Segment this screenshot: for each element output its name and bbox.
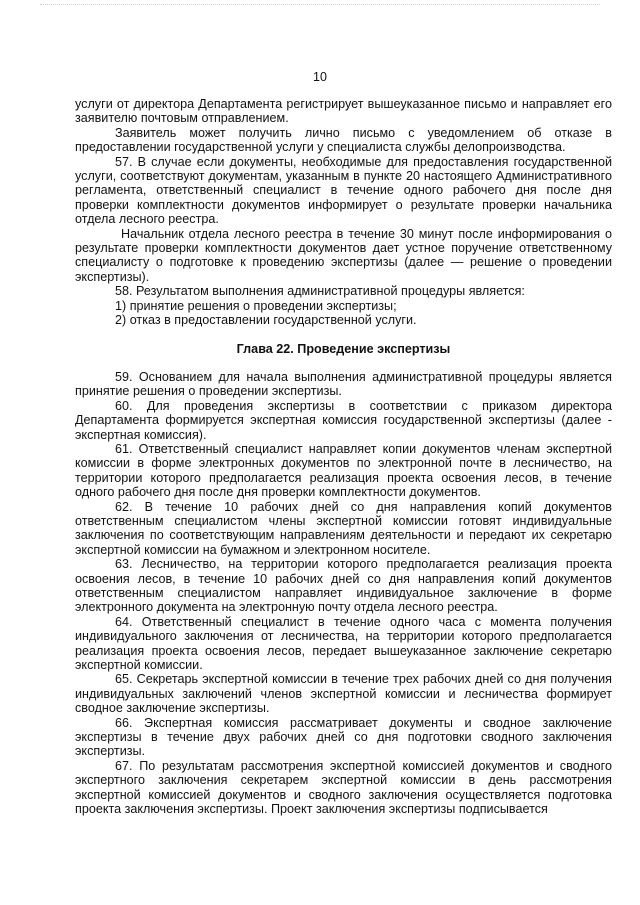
paragraph-62: 62. В течение 10 рабочих дней со дня направления копий документов ответственным специалистом члены экспертной комиссии готовят индивидуальные заключения по соответствующим направлениям деятельности и передают их секретарю экспертной комиссии на бумажном и электронном носителе.	[75, 499, 612, 557]
paragraph-58: 58. Результатом выполнения административной процедуры является:	[115, 284, 525, 299]
paragraph-57: 57. В случае если документы, необходимые для предоставления государственной услуги, соответствуют документам, указанным в пункте 20 настоящего Административного регламента, ответственный специалист в течение одного рабочего дня после дня проверки комплектности документов информирует о результате проверки начальника отдела лесного реестра.	[75, 154, 612, 227]
document-body	[75, 97, 612, 817]
list-item-2: 2) отказ в предоставлении государственной услуги.	[115, 313, 417, 328]
list-item-1: 1) принятие решения о проведении экспертизы;	[115, 298, 397, 313]
paragraph-applicant-letter: Заявитель может получить лично письмо с уведомлением об отказе в предоставлении государственной услуги у специалиста службы делопроизводства.	[75, 125, 612, 155]
paragraph-67: 67. По результатам рассмотрения экспертной комиссией документов и сводного экспертного заключения секретарем экспертной комиссии в день рассмотрения экспертной комиссией документов и сводного заключения осуществляется подготовка проекта заключения экспертизы. Проект заключения экспертизы подписывается	[75, 758, 612, 817]
scan-artifact-line	[40, 4, 600, 7]
paragraph-61: 61. Ответственный специалист направляет копии документов членам экспертной комиссии в форме электронных документов по электронной почте в лесничество, на территории которого предполагается реализация проекта освоения лесов, в течение одного рабочего дня после дня проверки комплектности документов.	[75, 441, 612, 500]
paragraph-64: 64. Ответственный специалист в течение одного часа с момента получения индивидуального заключения от лесничества, на территории которого предполагается реализация проекта освоения лесов, передает вышеуказанное заключение секретарю экспертной комиссии.	[75, 614, 612, 673]
page-number: 10	[313, 70, 327, 84]
paragraph-63: 63. Лесничество, на территории которого предполагается реализация проекта освоения лесов, в течение 10 рабочих дней со дня направления копий документов ответственным специалистом направляет индивидуальное заключение в форме электронного документа на электронную почту отдела лесного реестра.	[75, 557, 612, 615]
paragraph-59: 59. Основанием для начала выполнения административной процедуры является принятие решения о проведении экспертизы.	[75, 369, 612, 399]
paragraph-66: 66. Экспертная комиссия рассматривает документы и сводное заключение экспертизы в течение двух рабочих дней со дня подготовки сводного заключения экспертизы.	[75, 715, 612, 759]
paragraph-60: 60. Для проведения экспертизы в соответствии с приказом директора Департамента формируется экспертная комиссия государственной экспертизы (далее - экспертная комиссия).	[75, 398, 612, 442]
paragraph-registry-head: Начальник отдела лесного реестра в течение 30 минут после информирования о результате проверки комплектности документов дает устное поручение ответственному специалисту о подготовке к проведению экспертизы (далее — решение о проведении экспертизы).	[75, 226, 612, 284]
paragraph-continuation: услуги от директора Департамента регистрирует вышеуказанное письмо и направляет его заявителю почтовым отправлением.	[75, 97, 612, 126]
chapter-heading: Глава 22. Проведение экспертизы	[236, 341, 451, 356]
paragraph-65: 65. Секретарь экспертной комиссии в течение трех рабочих дней со дня получения индивидуальных заключений членов экспертной комиссии и лесничества формирует сводное заключение экспертизы.	[75, 672, 612, 716]
